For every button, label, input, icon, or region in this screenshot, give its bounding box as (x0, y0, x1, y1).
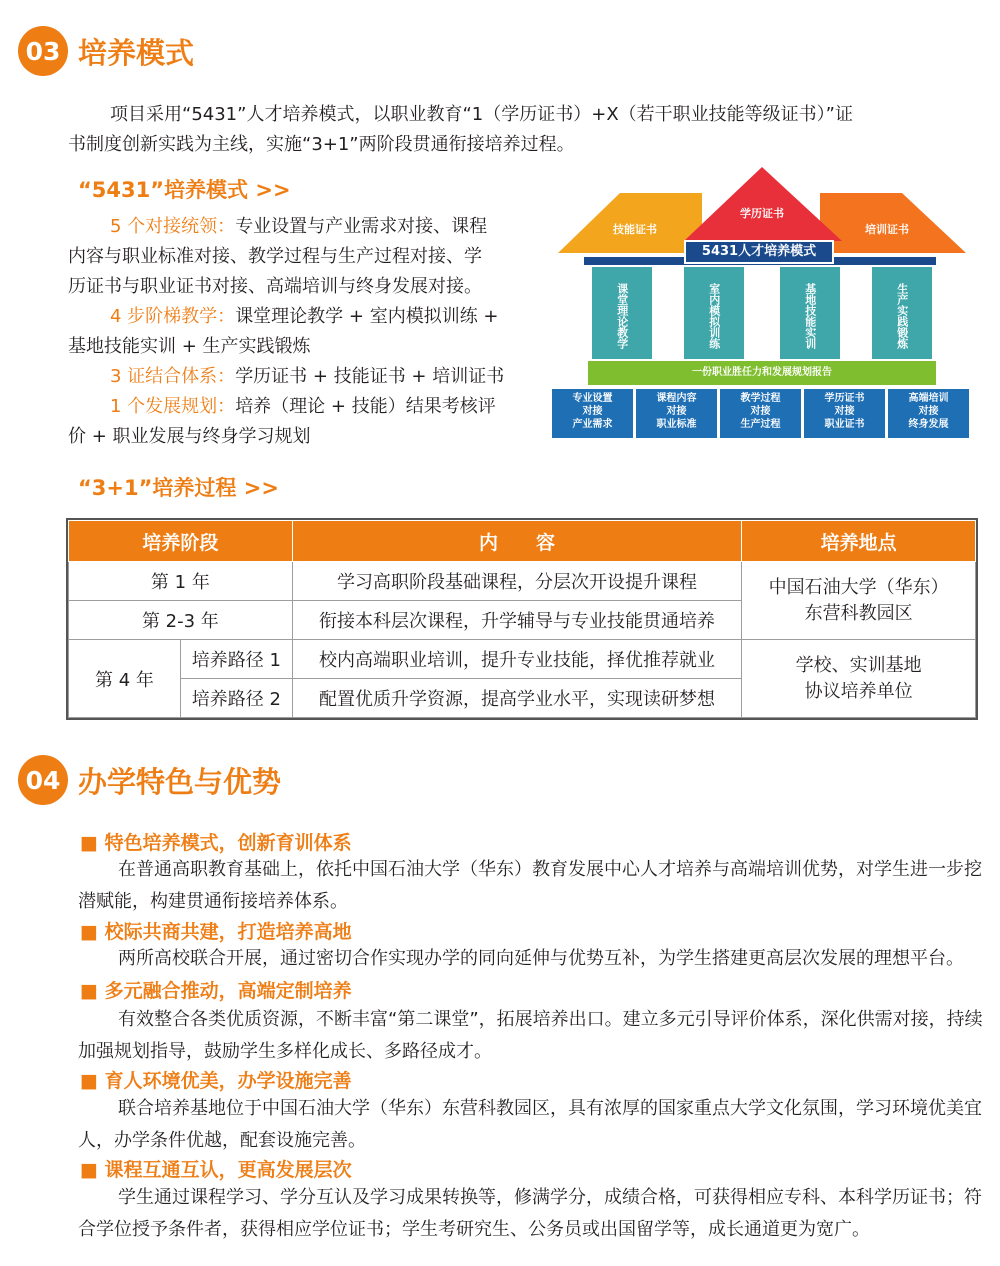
base-text: 对接 (666, 406, 687, 417)
stage-cell: 第 2-3 年 (69, 601, 293, 640)
base-text: 对接 (918, 406, 939, 417)
stage-cell: 第 4 年 (69, 640, 181, 718)
base-block-5 (888, 389, 969, 438)
point-text: 学历证书 + 技能证书 + 培训证书 (235, 366, 505, 387)
point-label: 5 个对接统领： (110, 216, 236, 237)
base-text: 课程内容 (656, 393, 697, 404)
content-cell: 学习高职阶段基础课程，分层次开设提升课程 (292, 562, 741, 601)
point-label: 1 个发展规划： (110, 396, 236, 417)
base-block-1 (552, 389, 633, 438)
place-cell (742, 562, 976, 640)
base-text: 专业设置 (572, 393, 613, 404)
base-text: 对接 (582, 406, 603, 417)
base-block-3 (720, 389, 801, 438)
base-text: 职业标准 (656, 419, 697, 430)
pillar-4: 生产实践锻炼 (872, 267, 932, 359)
feature-body: 在普通高职教育基础上，依托中国石油大学（华东）教育发展中心人才培养与高端培训优势，对学生进一步挖潜赋能，构建贯通衔接培养体系。 (78, 859, 982, 912)
base-text: 教学过程 (740, 393, 781, 404)
base-block-4 (804, 389, 885, 438)
table-row (69, 640, 976, 679)
point-text: 培养（理论 + 技能）结果考核评 (235, 396, 496, 417)
model-diagram (552, 165, 970, 440)
section-number-badge: 03 (18, 26, 68, 76)
base-text: 学历证书 (824, 393, 865, 404)
mode-heading: “5431”培养模式 >> (78, 178, 291, 202)
section-title: 培养模式 (78, 35, 195, 70)
intro-line-1: 项目采用“5431”人才培养模式，以职业教育“1（学历证书）+X（若干职业技能等级证书）”证 (110, 104, 853, 125)
base-text: 高端培训 (908, 393, 949, 404)
path-cell: 培养路径 2 (180, 679, 292, 718)
base-text: 职业证书 (824, 419, 865, 430)
content-cell: 衔接本科层次课程，升学辅导与专业技能贯通培养 (292, 601, 741, 640)
table-header-row (69, 521, 976, 562)
base-text: 生产过程 (740, 419, 781, 430)
feature-title: ■ 课程互通互认，更高发展层次 (80, 1159, 352, 1181)
place-line: 学校、实训基地 (795, 654, 922, 676)
feature-body: 有效整合各类优质资源，不断丰富“第二课堂”，拓展培养出口。建立多元引导评价体系，深化供需对接，持续加强规划指导，鼓励学生多样化成长、多路径成才。 (78, 1009, 983, 1062)
stage-cell: 第 1 年 (69, 562, 293, 601)
section-4-header (18, 755, 281, 805)
point-4-line-2: 基地技能实训 + 生产实践锻炼 (68, 336, 311, 357)
header-place: 培养地点 (742, 521, 976, 562)
point-1 (68, 392, 548, 422)
feature-body: 学生通过课程学习、学分互认及学习成果转换等，修满学分，成绩合格，可获得相应专科、本科学历证书；符合学位授予条件者，获得相应学位证书；学生考研究生、公务员或出国留学等，成长通道更为宽广。 (78, 1187, 982, 1240)
base-text: 对接 (750, 406, 771, 417)
header-stage: 培养阶段 (69, 521, 293, 562)
place-line: 协议培养单位 (804, 680, 913, 702)
roof-center-label: 学历证书 (740, 207, 784, 220)
base-text: 终身发展 (908, 419, 949, 430)
base-text: 产业需求 (572, 419, 613, 430)
base-text: 对接 (834, 406, 855, 417)
roof-right-label: 培训证书 (865, 223, 909, 236)
point-label: 4 步阶梯教学： (110, 306, 236, 327)
point-text: 课堂理论教学 + 室内模拟训练 + (235, 306, 499, 327)
intro-line-2: 书制度创新实践为主线，实施“3+1”两阶段贯通衔接培养过程。 (68, 134, 575, 155)
point-3 (68, 362, 548, 392)
point-text: 专业设置与产业需求对接、课程 (235, 216, 488, 237)
mode-points (68, 212, 548, 452)
model-banner: 5431人才培养模式 (684, 240, 834, 264)
feature-title: ■ 特色培养模式，创新育训体系 (80, 832, 352, 854)
feature-title: ■ 多元融合推动，高端定制培养 (80, 980, 352, 1002)
point-1-line-2: 价 + 职业发展与终身学习规划 (68, 426, 311, 447)
place-line: 东营科教园区 (804, 602, 913, 624)
pillar-3: 基地技能实训 (780, 267, 840, 359)
roof-left-label: 技能证书 (613, 223, 657, 236)
feature-title: ■ 育人环境优美，办学设施完善 (80, 1070, 352, 1092)
point-5-line-3: 历证书与职业证书对接、高端培训与终身发展对接。 (68, 276, 482, 297)
point-5 (68, 212, 548, 242)
section-title: 办学特色与优势 (78, 764, 282, 799)
section-number-badge: 04 (18, 755, 68, 805)
place-cell (742, 640, 976, 718)
path-cell: 培养路径 1 (180, 640, 292, 679)
process-table (68, 520, 976, 718)
feature-body: 两所高校联合开展，通过密切合作实现办学的同向延伸与优势互补，为学生搭建更高层次发展的理想平台。 (118, 948, 964, 969)
base-block-2 (636, 389, 717, 438)
place-line: 中国石油大学（华东） (768, 576, 949, 598)
process-heading: “3+1”培养过程 >> (78, 476, 279, 500)
header-content: 内 容 (292, 521, 741, 562)
content-cell: 配置优质升学资源，提高学业水平，实现读研梦想 (292, 679, 741, 718)
report-bar: 一份职业胜任力和发展规划报告 (588, 361, 936, 385)
feature-title: ■ 校际共商共建，打造培养高地 (80, 921, 352, 943)
content-cell: 校内高端职业培训，提升专业技能，择优推荐就业 (292, 640, 741, 679)
point-4 (68, 302, 548, 332)
point-label: 3 证结合体系： (110, 366, 236, 387)
pillar-1: 课堂理论教学 (592, 267, 652, 359)
table-row (69, 562, 976, 601)
feature-body: 联合培养基地位于中国石油大学（华东）东营科教园区，具有浓厚的国家重点大学文化氛围，学习环境优美宜人，办学条件优越，配套设施完善。 (78, 1098, 982, 1151)
roof-center-shape (684, 167, 842, 241)
pillar-2: 室内模拟训练 (684, 267, 744, 359)
section-3-header (18, 26, 194, 76)
point-5-line-2: 内容与职业标准对接、教学过程与生产过程对接、学 (68, 246, 482, 267)
